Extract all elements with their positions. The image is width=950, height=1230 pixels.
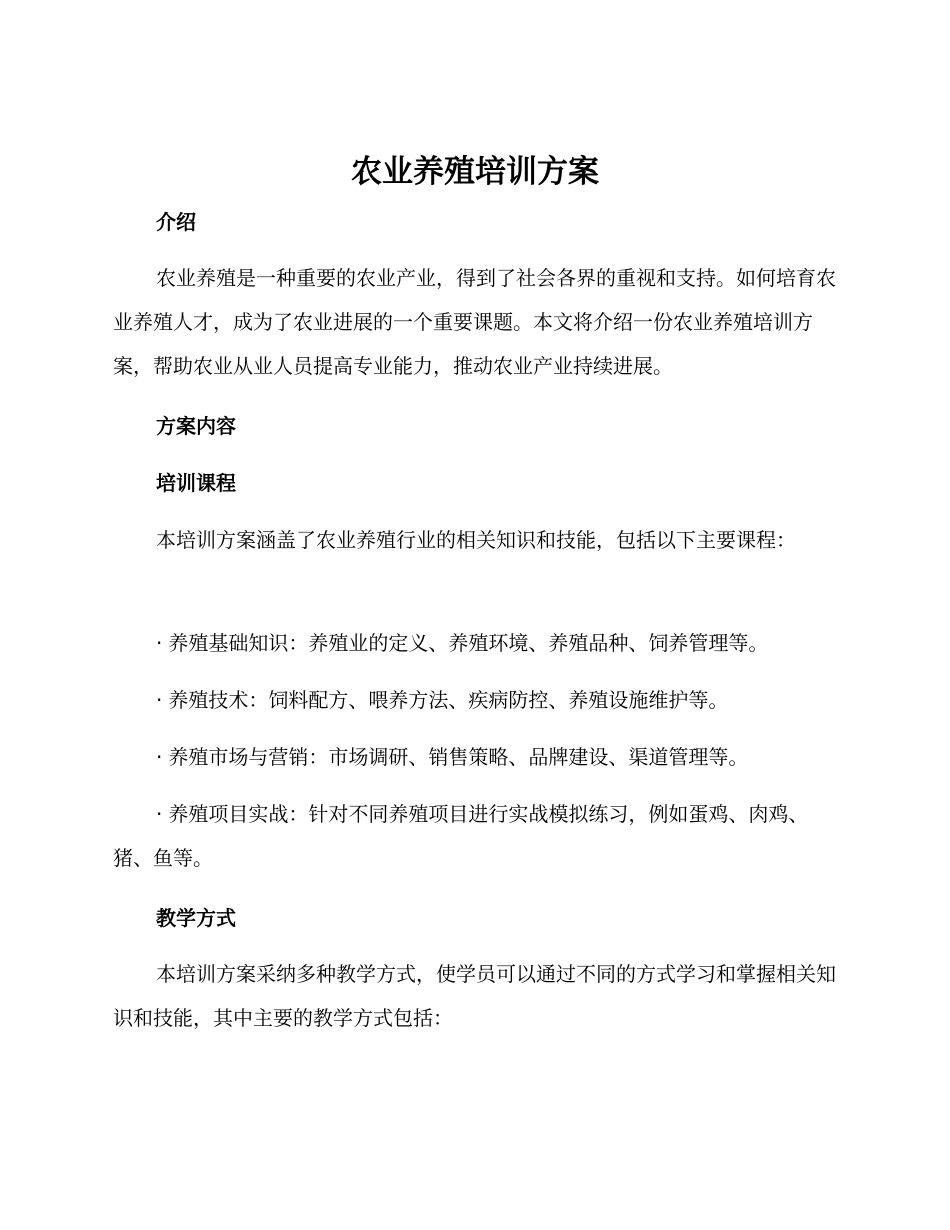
document-title: 农业养殖培训方案 [351,154,599,190]
course-item [113,735,881,779]
course-item-text: 养殖市场与营销：市场调研、销售策略、品牌建设、渠道管理等。 [168,745,749,769]
heading-teaching: 教学方式 [156,906,236,930]
intro-paragraph: 农业养殖是一种重要的农业产业，得到了社会各界的重视和支持。如何培育农业养殖人才，成为了农业进展的一个重要课题。本文将介绍一份农业养殖培训方案，帮助农业从业人员提高专业能力，推动农业产业持续进展。 [113,266,836,378]
course-item [113,792,838,880]
bullet: · [156,802,163,826]
heading-content: 方案内容 [156,414,236,438]
course-item-text: 养殖技术：饲料配方、喂养方法、疾病防控、养殖设施维护等。 [168,688,729,712]
course-item-text: 养殖基础知识：养殖业的定义、养殖环境、养殖品种、饲养管理等。 [168,631,769,655]
heading-intro: 介绍 [156,210,196,234]
course-item [113,678,881,722]
teaching-paragraph: 本培训方案采纳多种教学方式，使学员可以通过不同的方式学习和掌握相关知识和技能，其中主要的教学方式包括： [113,962,836,1030]
bullet: · [156,745,163,769]
courses-paragraph: 本培训方案涵盖了农业养殖行业的相关知识和技能，包括以下主要课程： [156,528,796,552]
bullet: · [156,688,163,712]
course-item-text: 养殖项目实战：针对不同养殖项目进行实战模拟练习，例如蛋鸡、肉鸡、猪、鱼等。 [113,802,809,870]
bullet: · [156,631,163,655]
course-item [113,621,881,665]
heading-courses: 培训课程 [156,471,236,495]
